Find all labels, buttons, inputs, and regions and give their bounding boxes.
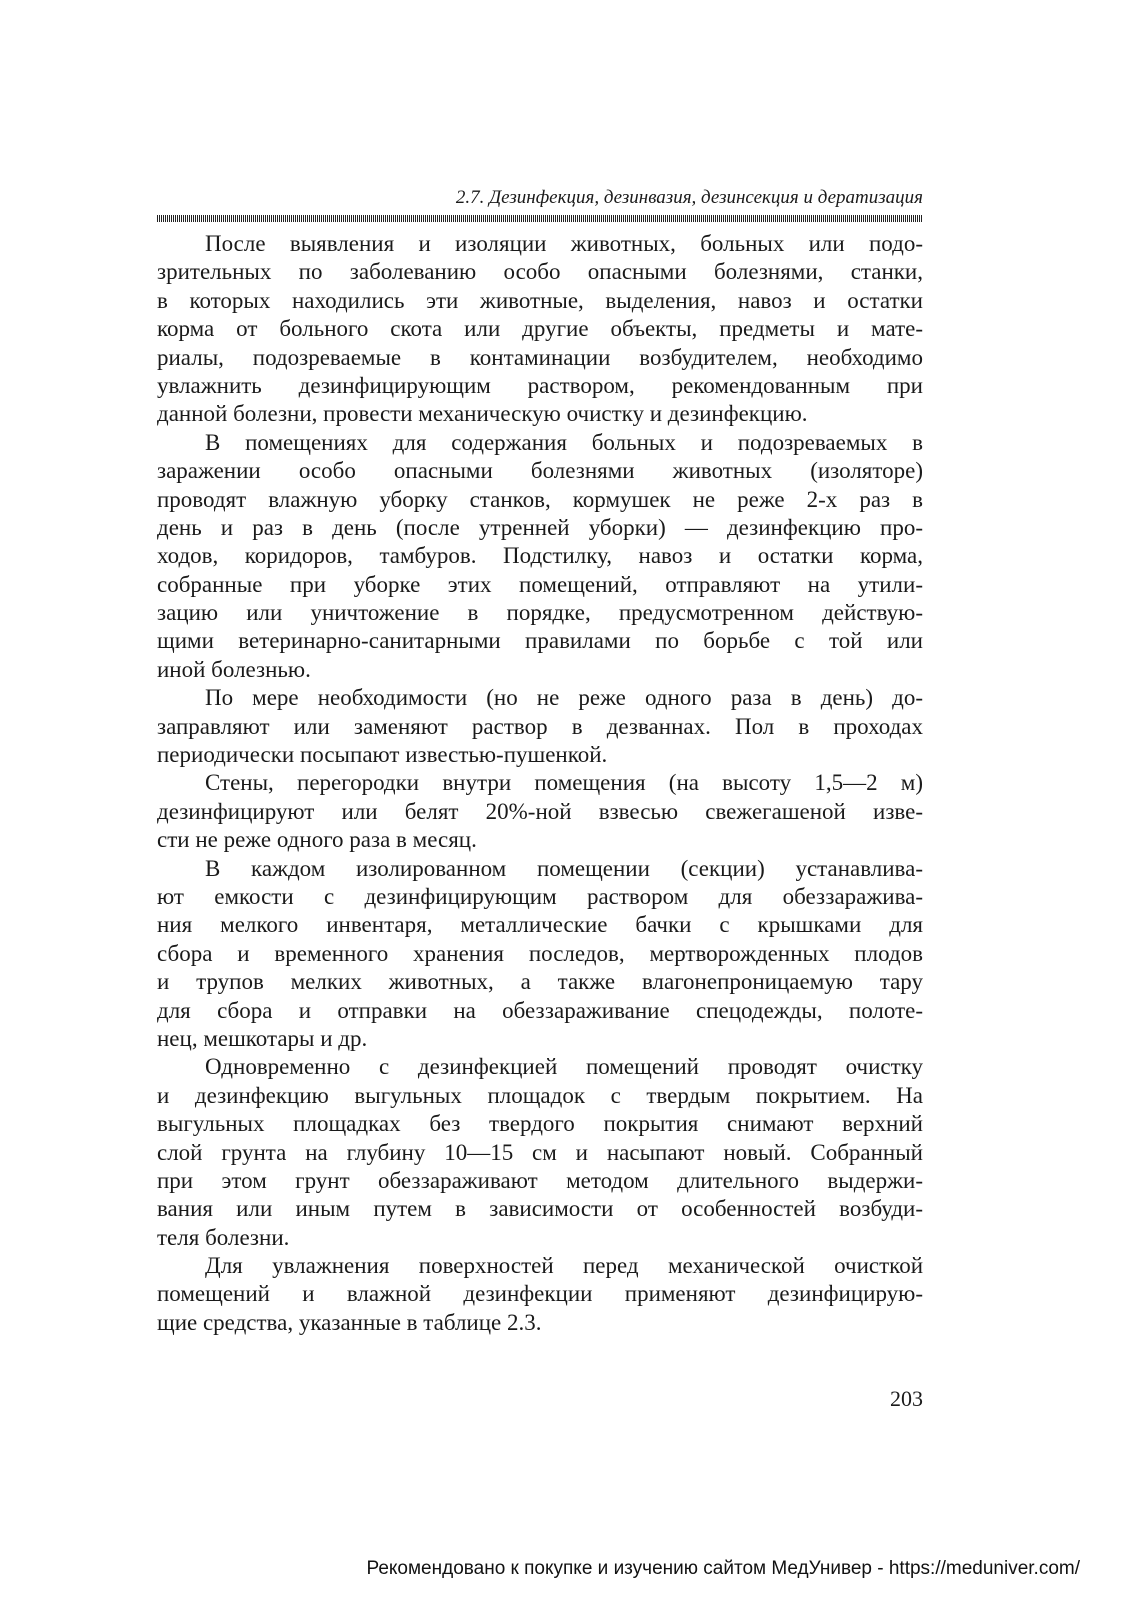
text-line: щие средства, указанные в таблице 2.3. <box>157 1309 542 1335</box>
footer-recommendation-note: Рекомендовано к покупке и изучению сайтом МедУнивер - https://meduniver.com/ <box>366 1558 1080 1579</box>
text-line: В каждом изолированном помещении (секции) устанавлива- <box>205 855 923 881</box>
paragraph <box>157 855 923 1054</box>
text-line: корма от больного скота или другие объекты, предметы и мате- <box>157 316 923 342</box>
text-line: иной болезнью. <box>157 656 311 682</box>
text-line: при этом грунт обеззараживают методом длительного выдержи- <box>157 1167 923 1193</box>
text-line: Стены, перегородки внутри помещения (на высоту 1,5—2 м) <box>205 770 923 796</box>
text-line: зацию или уничтожение в порядке, предусмотренном действую- <box>157 600 923 626</box>
body-text <box>157 230 923 1337</box>
paragraph <box>157 1252 923 1337</box>
text-line: заражении особо опасными болезнями животных (изоляторе) <box>157 458 923 484</box>
text-line: щими ветеринарно-санитарными правилами по борьбе с той или <box>157 628 923 654</box>
paragraph <box>157 769 923 854</box>
text-line: дезинфицируют или белят 20%-ной взвесью свежегашеной изве- <box>157 798 923 824</box>
text-line: помещений и влажной дезинфекции применяют дезинфицирую- <box>157 1281 923 1307</box>
text-line: и трупов мелких животных, а также влагонепроницаемую тару <box>157 969 923 995</box>
page-number: 203 <box>890 1386 923 1411</box>
paragraph <box>157 230 923 429</box>
text-line: периодически посыпают известью-пушенкой. <box>157 742 608 768</box>
text-line: проводят влажную уборку станков, кормушек не реже 2-х раз в <box>157 486 923 512</box>
text-line: зрительных по заболеванию особо опасными болезнями, станки, <box>157 259 923 285</box>
text-line: Для увлажнения поверхностей перед механической очисткой <box>205 1253 923 1279</box>
text-line: выгульных площадках без твердого покрытия снимают верхний <box>157 1111 923 1137</box>
text-line: сти не реже одного раза в месяц. <box>157 827 477 853</box>
text-line: увлажнить дезинфицирующим раствором, рекомендованным при <box>157 372 923 398</box>
text-line: данной болезни, провести механическую очистку и дезинфекцию. <box>157 401 808 427</box>
text-line: заправляют или заменяют раствор в дезваннах. Пол в проходах <box>157 713 923 739</box>
text-line: ходов, коридоров, тамбуров. Подстилку, навоз и остатки корма, <box>157 543 923 569</box>
text-line: и дезинфекцию выгульных площадок с твердым покрытием. На <box>157 1082 923 1108</box>
text-line: нец, мешкотары и др. <box>157 1025 368 1051</box>
text-line: вания или иным путем в зависимости от особенностей возбуди- <box>157 1196 923 1222</box>
text-line: После выявления и изоляции животных, больных или подо- <box>205 231 923 256</box>
text-line: для сбора и отправки на обеззараживание спецодежды, полоте- <box>157 997 923 1023</box>
paragraph <box>157 1053 923 1252</box>
paragraph <box>157 429 923 685</box>
text-line: риалы, подозреваемые в контаминации возбудителем, необходимо <box>157 344 923 370</box>
header-rule <box>157 215 923 222</box>
text-line: По мере необходимости (но не реже одного раза в день) до- <box>205 685 923 711</box>
text-line: ют емкости с дезинфицирующим раствором для обеззаражива- <box>157 883 923 909</box>
text-line: собранные при уборке этих помещений, отправляют на утили- <box>157 571 923 597</box>
text-line: слой грунта на глубину 10—15 см и насыпают новый. Собранный <box>157 1139 923 1165</box>
running-header: 2.7. Дезинфекция, дезинвазия, дезинсекция и дератизация <box>455 187 923 208</box>
paragraph <box>157 684 923 769</box>
text-line: Одновременно с дезинфекцией помещений проводят очистку <box>205 1054 923 1080</box>
text-line: сбора и временного хранения последов, мертворожденных плодов <box>157 940 923 966</box>
text-line: ния мелкого инвентаря, металлические бачки с крышками для <box>157 912 923 938</box>
text-line: в которых находились эти животные, выделения, навоз и остатки <box>157 287 923 313</box>
text-line: теля болезни. <box>157 1224 290 1250</box>
text-line: В помещениях для содержания больных и подозреваемых в <box>205 429 923 455</box>
text-line: день и раз в день (после утренней уборки) — дезинфекцию про- <box>157 514 923 540</box>
